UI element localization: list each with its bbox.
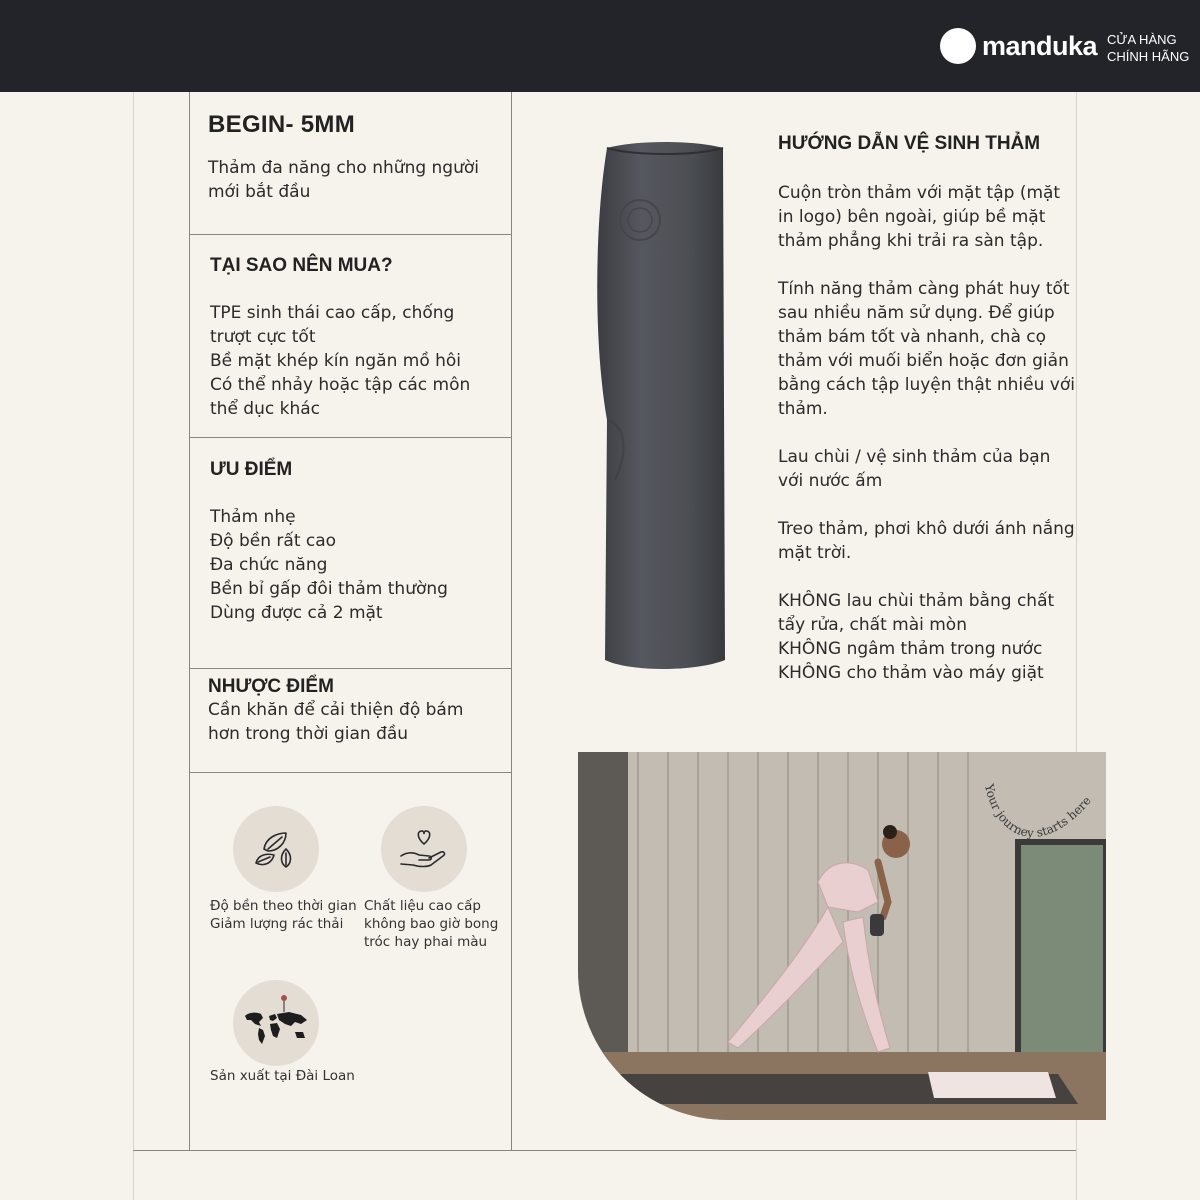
world-map-icon [241, 988, 311, 1058]
warning-item: KHÔNG cho thảm vào máy giặt [778, 663, 1044, 683]
care-paragraph: Tính năng thảm càng phát huy tốt sau nhiều năm sử dụng. Để giúp thảm bám tốt và nhanh, chà cọ thảm với muối biển hoặc đơn giản bằng cách tập luyện thật nhiều với thảm. [778, 279, 1075, 419]
divider [189, 668, 511, 669]
care-paragraph: Lau chùi / vệ sinh thảm của bạn với nước ấm [778, 447, 1051, 491]
divider [511, 92, 512, 1150]
official-store-label: CỬA HÀNG CHÍNH HÃNG [1107, 32, 1190, 64]
yoga-mat-illustration [585, 120, 745, 710]
cons-title: NHƯỢC ĐIỂM [208, 676, 334, 697]
divider [189, 234, 511, 235]
list-item: Dùng được cả 2 mặt [210, 603, 383, 623]
warning-item: KHÔNG ngâm thảm trong nước [778, 639, 1043, 659]
divider [133, 92, 134, 1200]
care-warnings [778, 589, 1078, 685]
pros-title: ƯU ĐIỂM [210, 459, 293, 480]
feature-material [381, 806, 467, 892]
care-paragraph: Cuộn tròn thảm với mặt tập (mặt in logo) bên ngoài, giúp bề mặt thảm phẳng khi trải ra sàn tập. [778, 183, 1061, 251]
feature-origin [233, 980, 319, 1066]
divider [133, 1150, 1076, 1151]
top-bar [0, 0, 1200, 92]
list-item: Thảm nhẹ [210, 507, 296, 527]
feature-durability [233, 806, 319, 892]
care-paragraph: Treo thảm, phơi khô dưới ánh nắng mặt trời. [778, 519, 1075, 563]
list-item: Có thể nhảy hoặc tập các môn thể dục khác [210, 375, 471, 419]
rolled-mat-image [585, 120, 745, 710]
logo-circle-icon [940, 28, 976, 64]
warning-item: KHÔNG lau chùi thảm bằng chất tẩy rửa, chất mài mòn [778, 591, 1055, 635]
feature-origin-caption: Sản xuất tại Đài Loan [210, 1068, 355, 1084]
product-tagline: Thảm đa năng cho những người mới bắt đầu [208, 158, 479, 202]
feature-material-caption: Chất liệu cao cấp không bao giờ bong tróc hay phai màu [364, 898, 499, 950]
journey-caption-text: Your journey starts here [982, 782, 1094, 841]
list-item: Bề mặt khép kín ngăn mồ hôi [210, 351, 462, 371]
why-buy-title: TẠI SAO NÊN MUA? [210, 255, 393, 276]
list-item: Bền bỉ gấp đôi thảm thường [210, 579, 448, 599]
pros-list [210, 505, 500, 625]
product-name: BEGIN- 5MM [208, 111, 355, 138]
svg-text:Your journey starts here [982, 782, 1094, 840]
cons-text: Cần khăn để cải thiện độ bám hơn trong thời gian đầu [208, 700, 464, 744]
hand-heart-icon [393, 818, 455, 880]
care-title: HƯỚNG DẪN VỆ SINH THẢM [778, 133, 1041, 154]
list-item: TPE sinh thái cao cấp, chống trượt cực tốt [210, 303, 455, 347]
brand-logo[interactable] [940, 28, 1097, 64]
divider [189, 92, 190, 1150]
list-item: Đa chức năng [210, 555, 328, 575]
brand-name: manduka [982, 31, 1098, 61]
journey-text-arc [975, 780, 1105, 870]
divider [189, 437, 511, 438]
feature-durability-caption: Độ bền theo thời gian Giảm lượng rác thải [210, 898, 357, 932]
journey-caption [975, 780, 1105, 870]
list-item: Độ bền rất cao [210, 531, 337, 551]
divider [189, 772, 511, 773]
why-buy-list [210, 301, 500, 421]
leaves-icon [246, 819, 306, 879]
